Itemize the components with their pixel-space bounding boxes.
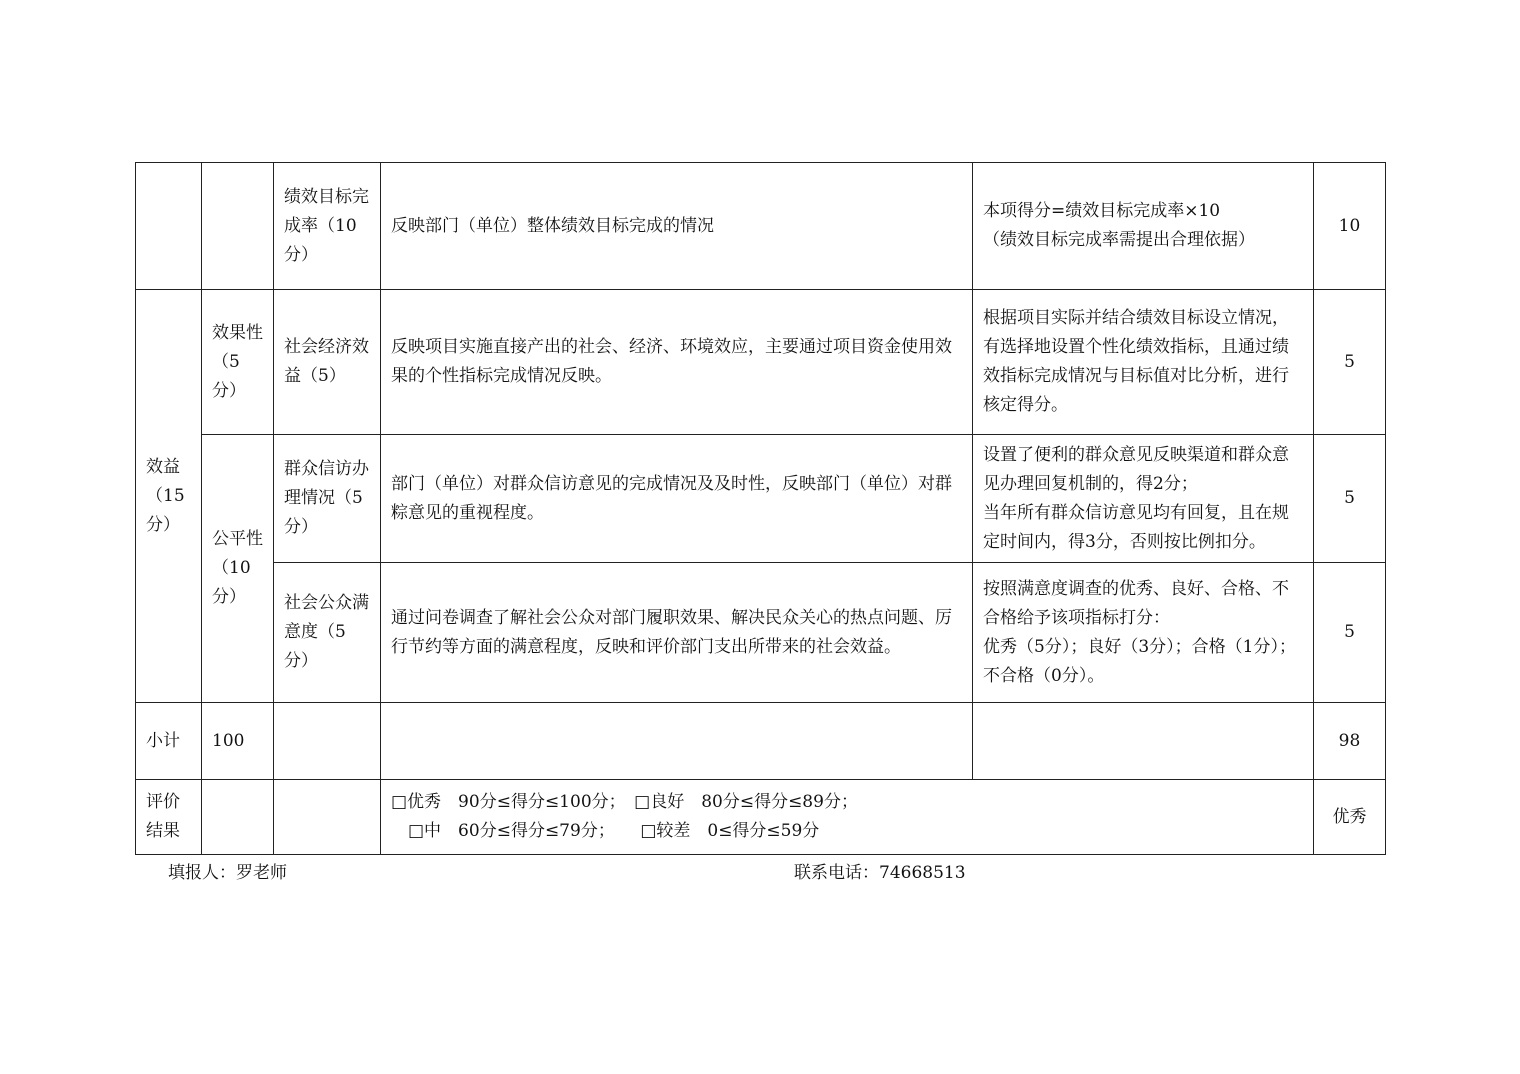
result-value: 优秀	[1314, 780, 1386, 855]
level3-cell: 社会经济效益（5）	[274, 290, 381, 435]
result-row	[136, 780, 1386, 855]
table-row	[136, 290, 1386, 435]
score-cell: 10	[1314, 163, 1386, 290]
level3-cell: 绩效目标完成率（10分）	[274, 163, 381, 290]
score-cell: 5	[1314, 563, 1386, 703]
result-options-line2: □中 60分≤得分≤79分； □较差 0≤得分≤59分	[391, 821, 820, 841]
level2-cell: 公平性（10分）	[202, 435, 274, 703]
empty-cell	[973, 703, 1314, 780]
result-options	[381, 780, 1314, 855]
result-options-line1: □优秀 90分≤得分≤100分； □良好 80分≤得分≤89分；	[391, 792, 858, 812]
subtotal-label: 小计	[136, 703, 202, 780]
level3-cell: 社会公众满意度（5分）	[274, 563, 381, 703]
criteria-cell	[973, 435, 1314, 563]
level2-cell: 效果性（5分）	[202, 290, 274, 435]
result-label: 评价结果	[136, 780, 202, 855]
description-cell: 反映项目实施直接产出的社会、经济、环境效应，主要通过项目资金使用效果的个性指标完成情况反映。	[381, 290, 973, 435]
criteria-line: 设置了便利的群众意见反映渠道和群众意见办理回复机制的，得2分； 当年所有群众信访意见均有回复，且在规定时间内，得3分，否则按比例扣分。	[983, 444, 1289, 552]
description-cell: 通过问卷调查了解社会公众对部门履职效果、解决民众关心的热点问题、厉行节约等方面的满意程度，反映和评价部门支出所带来的社会效益。	[381, 563, 973, 703]
subtotal-score: 98	[1314, 703, 1386, 780]
criteria-cell: 根据项目实际并结合绩效目标设立情况，有选择地设置个性化绩效指标，且通过绩效指标完成情况与目标值对比分析，进行核定得分。	[973, 290, 1314, 435]
criteria-cell	[973, 163, 1314, 290]
description-cell: 反映部门（单位）整体绩效目标完成的情况	[381, 163, 973, 290]
criteria-line: 按照满意度调查的优秀、良好、合格、不合格给予该项指标打分： 优秀（5分）；良好（3分）；合格（1分）；不合格（0分）。	[983, 578, 1296, 686]
table-row	[136, 563, 1386, 703]
level1-cell	[136, 163, 202, 290]
description-cell: 部门（单位）对群众信访意见的完成情况及及时性，反映部门（单位）对群粽意见的重视程度。	[381, 435, 973, 563]
level3-cell: 群众信访办理情况（5分）	[274, 435, 381, 563]
level1-cell: 效益（15分）	[136, 290, 202, 703]
criteria-line: 本项得分=绩效目标完成率×10 （绩效目标完成率需提出合理依据）	[983, 201, 1255, 250]
reporter-label: 填报人：罗老师	[168, 863, 287, 883]
phone-label: 联系电话：74668513	[794, 863, 966, 883]
subtotal-row	[136, 703, 1386, 780]
subtotal-weight: 100	[202, 703, 274, 780]
table-row	[136, 435, 1386, 563]
empty-cell	[381, 703, 973, 780]
evaluation-table	[135, 162, 1386, 855]
empty-cell	[274, 780, 381, 855]
score-cell: 5	[1314, 290, 1386, 435]
empty-cell	[274, 703, 381, 780]
criteria-cell	[973, 563, 1314, 703]
empty-cell	[202, 780, 274, 855]
table-row	[136, 163, 1386, 290]
score-cell: 5	[1314, 435, 1386, 563]
level2-cell	[202, 163, 274, 290]
